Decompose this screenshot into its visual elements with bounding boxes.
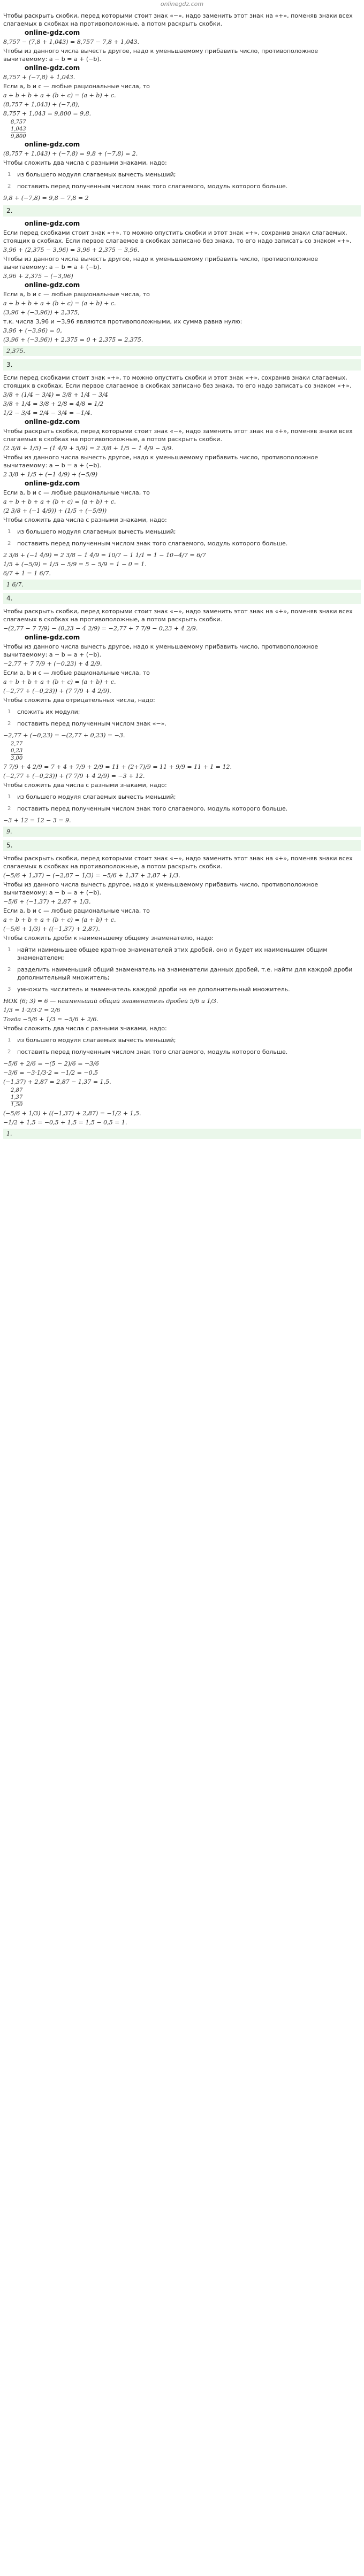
equation: 1/3 = 1·2/3·2 = 2/6 <box>3 1007 60 1014</box>
equation: (−5/6 + 1/3) + ((−1,37) + 2,87). <box>3 925 100 932</box>
equation: 8,757 − (7,8 + 1,043) = 8,757 − 7,8 + 1,043. <box>3 38 140 45</box>
watermark: online-gdz.com <box>25 418 80 426</box>
equation: −1/2 + 1,5 = −0,5 + 1,5 = 1,5 − 0,5 = 1. <box>3 1119 127 1126</box>
step-item: 2 поставить перед полученным числом знак «−». <box>7 720 166 727</box>
equation: −(2,77 − 7 7/9) − (0,23 − 4 2/9) = −2,77 + 7 7/9 − 0,23 + 4 2/9. <box>3 625 198 632</box>
answer: 1. <box>3 1129 361 1139</box>
equation: a + b + b + a + (b + c) = (a + b) + c. <box>3 300 116 307</box>
rule-text: т.к. числа 3,96 и −3,96 являются противоположными, их сумма равна нулю: <box>3 318 242 325</box>
solution-page <box>0 0 364 1139</box>
equation: a + b + b + a + (b + c) = (a + b) + c. <box>3 92 116 99</box>
rule-text: Чтобы сложить два числа с разными знаками, надо: <box>3 159 167 166</box>
equation: −5/6 + 2/6 = −(5 − 2)/6 = −3/6 <box>3 1060 99 1067</box>
step-item: 2 поставить перед полученным числом знак того слагаемого, модуль которого больше. <box>7 1048 288 1055</box>
step-item: 2 поставить перед полученным числом знак того слагаемого, модуль которого больше. <box>7 540 288 547</box>
equation: (8,757 + 1,043) + (−7,8) = 9,8 + (−7,8) = 2. <box>3 150 138 157</box>
rule-text: Чтобы раскрыть скобки, перед которыми стоит знак «−», надо заменить этот знак на «+», поменяв знаки всех слагаемых в скобках на противоположные, а потом раскрыть скобки. <box>3 428 353 443</box>
equation: 3,96 + 2,375 − (−3,96) <box>3 273 73 280</box>
equation: 8,757 + 1,043 = 9,800 = 9,8. <box>3 110 92 117</box>
steps-list <box>3 946 361 993</box>
equation: −2,77 + 7 7/9 + (−0,23) + 4 2/9. <box>3 660 102 667</box>
answer: 2,375. <box>3 346 361 356</box>
equation: (2 3/8 + (−1 4/9)) + (1/5 + (−5/9)) <box>3 507 107 514</box>
solution-5 <box>3 840 361 1139</box>
solution-1 <box>3 12 361 202</box>
rule-text: Чтобы сложить два отрицательных числа, надо: <box>3 697 155 704</box>
section-number: 5. <box>3 840 361 851</box>
steps-list <box>3 171 361 190</box>
equation: 1/2 − 3/4 = 2/4 − 3/4 = −1/4. <box>3 410 93 417</box>
section-number: 4. <box>3 593 361 604</box>
equation: 2 3/8 + 1/5 + (−1 4/9) + (−5/9) <box>3 471 98 478</box>
rule-text: Чтобы из данного числа вычесть другое, надо к уменьшаемому прибавить число, противоположное вычитаемому: a − b = a + (−b). <box>3 48 318 63</box>
answer: 1 6/7. <box>3 580 361 590</box>
equation: (2 3/8 + 1/5) − (1 4/9 + 5/9) = 2 3/8 + 1/5 − 1 4/9 − 5/9. <box>3 445 173 452</box>
equation: −5/6 + (−1,37) + 2,87 + 1/3. <box>3 898 91 905</box>
equation: (3,96 + (−3,96)) + 2,375, <box>3 309 80 316</box>
rule-text: Если a, b и c — любые рациональные числа, то <box>3 489 150 496</box>
rule-text: Чтобы сложить два числа с разными знаками, надо: <box>3 1025 167 1032</box>
rule-text: Если перед скобками стоит знак «+», то можно опустить скобки и этот знак «+», сохранив знаки слагаемых, стоящих в скобках. Если первое слагаемое в скобках записано без знака, то его надо записать со знаком «+». <box>3 374 352 389</box>
step-item: 1 из большего модуля слагаемых вычесть меньший; <box>7 793 176 800</box>
column-addition: 8,757 1,043 9,800 <box>11 119 26 140</box>
watermark: online-gdz.com <box>25 634 80 641</box>
solution-4 <box>3 593 361 837</box>
rule-text: Если a, b и c — любые рациональные числа, то <box>3 291 150 298</box>
rule-text: Если a, b и c — любые рациональные числа, то <box>3 907 150 914</box>
step-item: 1 сложить их модули; <box>7 708 80 715</box>
equation: a + b + b + a + (b + c) = (a + b) + c. <box>3 916 116 923</box>
rule-text: Если a, b и c — любые рациональные числа, то <box>3 83 150 90</box>
rule-text: Чтобы сложить два числа с разными знаками, надо: <box>3 516 167 523</box>
equation: НОК (6; 3) = 6 — наименьший общий знаменатель дробей 5/6 и 1/3. <box>3 998 218 1005</box>
rule-text: Чтобы сложить дроби к наименьшему общему знаменателю, надо: <box>3 935 214 942</box>
rule-text: Чтобы раскрыть скобки, перед которыми стоит знак «−», надо заменить этот знак на «+», поменяв знаки всех слагаемых в скобках на противоположные, а потом раскрыть скобки. <box>3 855 353 870</box>
solution-3 <box>3 359 361 590</box>
rule-text: Чтобы из данного числа вычесть другое, надо к уменьшаемому прибавить число, противоположное вычитаемому: a − b = a + (−b). <box>3 643 318 658</box>
steps-list <box>3 528 361 547</box>
rule-text: Чтобы из данного числа вычесть другое, надо к уменьшаемому прибавить число, противоположное вычитаемому: a − b = a + (−b). <box>3 881 318 896</box>
equation: −3 + 12 = 12 − 3 = 9. <box>3 817 71 824</box>
steps-list <box>3 1036 361 1056</box>
steps-list <box>3 708 361 728</box>
equation: −3/6 = −3·1/3·2 = −1/2 = −0,5 <box>3 1069 98 1076</box>
answer: 9. <box>3 827 361 837</box>
equation: (−2,77 + (−0,23)) + (7 7/9 + 4 2/9) = −3 + 12. <box>3 773 145 780</box>
rule-text: Чтобы из данного числа вычесть другое, надо к уменьшаемому прибавить число, противоположное вычитаемому: a − b = a + (−b). <box>3 454 318 469</box>
watermark: online-gdz.com <box>25 29 80 36</box>
watermark: online-gdz.com <box>25 64 80 72</box>
watermark: online-gdz.com <box>25 141 80 148</box>
step-item: 2 разделить наименьший общий знаменатель на знаменатели данных дробей, т.е. найти для каждой дроби дополнительный множитель; <box>7 966 353 981</box>
rule-text: Чтобы из данного числа вычесть другое, надо к уменьшаемому прибавить число, противоположное вычитаемому: a − b = a + (−b). <box>3 256 318 271</box>
equation: 2 3/8 + (−1 4/9) = 2 3/8 − 1 4/9 = 10/7 − 1 1/1 = 1 − 10−4/7 = 6/7 <box>3 552 206 559</box>
equation: Тогда −5/6 + 1/3 = −5/6 + 2/6. <box>3 1016 98 1023</box>
step-item: 3 умножить числитель и знаменатель каждой дроби на ее дополнительный множитель. <box>7 986 290 993</box>
column-addition: 2,77 0,23 3,00 <box>11 741 23 761</box>
rule-text: Чтобы раскрыть скобки, перед которыми стоит знак «−», надо заменить этот знак на «+», поменяв знаки всех слагаемых в скобках на противоположные, а потом раскрыть скобки. <box>3 12 353 27</box>
step-item: 2 поставить перед полученным числом знак того слагаемого, модуль которого больше. <box>7 805 288 812</box>
step-item: 1 из большего модуля слагаемых вычесть меньший; <box>7 1037 176 1044</box>
step-item: 1 найти наименьшее общее кратное знаменателей этих дробей, оно и будет их наименьшим общим знаменателем; <box>7 946 328 961</box>
step-item: 1 из большего модуля слагаемых вычесть меньший; <box>7 171 176 178</box>
solution-2 <box>3 205 361 356</box>
equation: 3,96 + (−3,96) = 0, <box>3 327 62 334</box>
step-item: 2 поставить перед полученным числом знак того слагаемого, модуль которого больше. <box>7 183 288 190</box>
watermark: online-gdz.com <box>25 281 80 289</box>
equation: a + b + b + a + (b + c) = (a + b) + c. <box>3 498 116 505</box>
equation: 3/8 + (1/4 − 3/4) = 3/8 + 1/4 − 3/4 <box>3 391 108 398</box>
equation: a + b + b + a + (b + c) = (a + b) + c. <box>3 678 116 685</box>
section-number: 3. <box>3 359 361 371</box>
equation: −2,77 + (−0,23) = −(2,77 + 0,23) = −3. <box>3 732 125 739</box>
step-item: 1 из большего модуля слагаемых вычесть меньший; <box>7 528 176 535</box>
rule-text: Если перед скобками стоит знак «+», то можно опустить скобки и этот знак «+», сохранив знаки слагаемых, стоящих в скобках. Если первое слагаемое в скобках записано без знака, то его надо записать со знаком «+». <box>3 229 352 244</box>
equation: (8,757 + 1,043) + (−7,8), <box>3 101 80 108</box>
site-header <box>3 0 361 11</box>
column-subtraction: 2,87 1,37 1,50 <box>11 1088 23 1108</box>
rule-text: Если a, b и c — любые рациональные числа, то <box>3 669 150 676</box>
equation: (3,96 + (−3,96)) + 2,375 = 0 + 2,375 = 2,375. <box>3 336 143 343</box>
site-logo[interactable]: onlinegdz.com <box>160 1 204 7</box>
equation: (−1,37) + 2,87 = 2,87 − 1,37 = 1,5. <box>3 1078 111 1085</box>
equation: 7 7/9 + 4 2/9 = 7 + 4 + 7/9 + 2/9 = 11 + (2+7)/9 = 11 + 9/9 = 11 + 1 = 12. <box>3 763 232 770</box>
watermark: online-gdz.com <box>25 220 80 227</box>
equation: (−2,77 + (−0,23)) + (7 7/9 + 4 2/9). <box>3 688 111 695</box>
steps-list <box>3 793 361 813</box>
equation: (−5/6 + 1,37) − (−2,87 − 1/3) = −5/6 + 1,37 + 2,87 + 1/3. <box>3 872 180 879</box>
equation: 3/8 + 1/4 = 3/8 + 2/8 = 4/8 = 1/2 <box>3 400 104 407</box>
section-number: 2. <box>3 205 361 217</box>
rule-text: Чтобы раскрыть скобки, перед которыми стоит знак «−», надо заменить этот знак на «+», поменяв знаки всех слагаемых в скобках на противоположные, а потом раскрыть скобки. <box>3 608 353 623</box>
rule-text: Чтобы сложить два числа с разными знаками, надо: <box>3 782 167 789</box>
equation: 3,96 + (2,375 − 3,96) = 3,96 + 2,375 − 3,96. <box>3 246 140 253</box>
equation: 1/5 + (−5/9) = 1/5 − 5/9 = 5 − 5/9 = 1 − 0 = 1. <box>3 561 147 568</box>
equation: 6/7 + 1 = 1 6/7. <box>3 570 51 577</box>
equation: (−5/6 + 1/3) + ((−1,37) + 2,87) = −1/2 + 1,5. <box>3 1110 141 1117</box>
equation: 9,8 + (−7,8) = 9,8 − 7,8 = 2 <box>3 195 89 202</box>
watermark: online-gdz.com <box>25 480 80 487</box>
equation: 8,757 + (−7,8) + 1,043. <box>3 74 75 81</box>
